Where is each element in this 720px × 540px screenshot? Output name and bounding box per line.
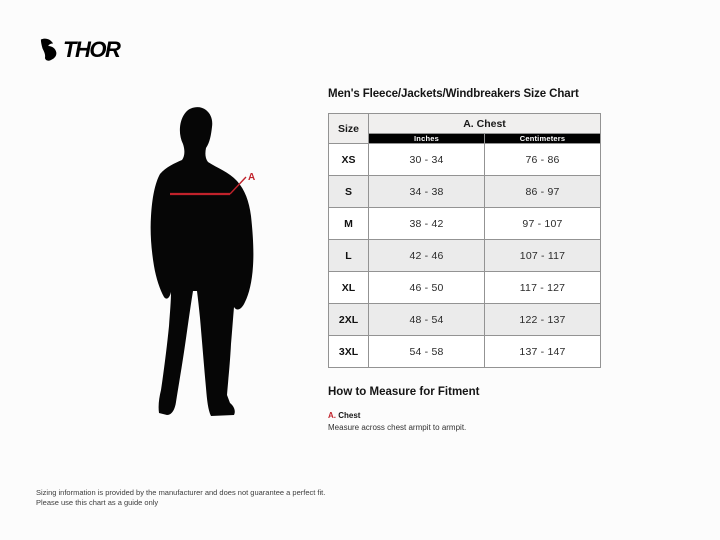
- size-table: [328, 113, 601, 368]
- measurement-figure: [120, 85, 320, 425]
- brand-logo-text: THOR: [63, 37, 120, 62]
- size-column-header: Size: [329, 114, 369, 144]
- disclaimer-line: Sizing information is provided by the manufacturer and does not guarantee a perfect fit.: [36, 488, 326, 497]
- centimeters-cell: 107 - 117: [485, 240, 601, 272]
- size-cell: XL: [329, 272, 369, 304]
- table-row: [329, 304, 601, 336]
- inches-cell: 30 - 34: [369, 144, 485, 176]
- table-row: [329, 272, 601, 304]
- measure-item: [328, 411, 600, 433]
- inches-cell: 34 - 38: [369, 176, 485, 208]
- measure-heading: How to Measure for Fitment: [328, 386, 480, 398]
- brand-logo: [36, 36, 119, 64]
- size-cell: 3XL: [329, 336, 369, 368]
- inches-cell: 42 - 46: [369, 240, 485, 272]
- size-cell: S: [329, 176, 369, 208]
- inches-cell: 46 - 50: [369, 272, 485, 304]
- inches-column-header: Inches: [369, 134, 485, 144]
- size-table-body: [329, 144, 601, 368]
- inches-cell: 54 - 58: [369, 336, 485, 368]
- table-row: [329, 176, 601, 208]
- inches-cell: 48 - 54: [369, 304, 485, 336]
- centimeters-cell: 76 - 86: [485, 144, 601, 176]
- centimeters-column-header: Centimeters: [485, 134, 601, 144]
- measure-item-description: Measure across chest armpit to armpit.: [328, 423, 467, 432]
- size-cell: 2XL: [329, 304, 369, 336]
- thor-goat-head-icon: [36, 36, 62, 64]
- centimeters-cell: 137 - 147: [485, 336, 601, 368]
- measure-item-key: A.: [328, 411, 336, 420]
- size-cell: M: [329, 208, 369, 240]
- measure-item-name: Chest: [338, 411, 361, 420]
- centimeters-cell: 97 - 107: [485, 208, 601, 240]
- centimeters-cell: 117 - 127: [485, 272, 601, 304]
- human-silhouette: [151, 107, 254, 416]
- table-row: [329, 208, 601, 240]
- chest-annotation-label: A: [248, 172, 256, 183]
- centimeters-cell: 122 - 137: [485, 304, 601, 336]
- size-cell: L: [329, 240, 369, 272]
- size-cell: XS: [329, 144, 369, 176]
- disclaimer: [36, 488, 325, 508]
- table-row: [329, 336, 601, 368]
- table-row: [329, 144, 601, 176]
- measure-item-title: [328, 411, 600, 421]
- centimeters-cell: 86 - 97: [485, 176, 601, 208]
- inches-cell: 38 - 42: [369, 208, 485, 240]
- chest-group-header: A. Chest: [369, 114, 601, 134]
- size-chart-panel: [328, 88, 600, 368]
- disclaimer-line: Please use this chart as a guide only: [36, 498, 159, 507]
- measure-section: [328, 386, 600, 433]
- table-row: [329, 240, 601, 272]
- size-chart-title: Men's Fleece/Jackets/Windbreakers Size Chart: [328, 88, 579, 100]
